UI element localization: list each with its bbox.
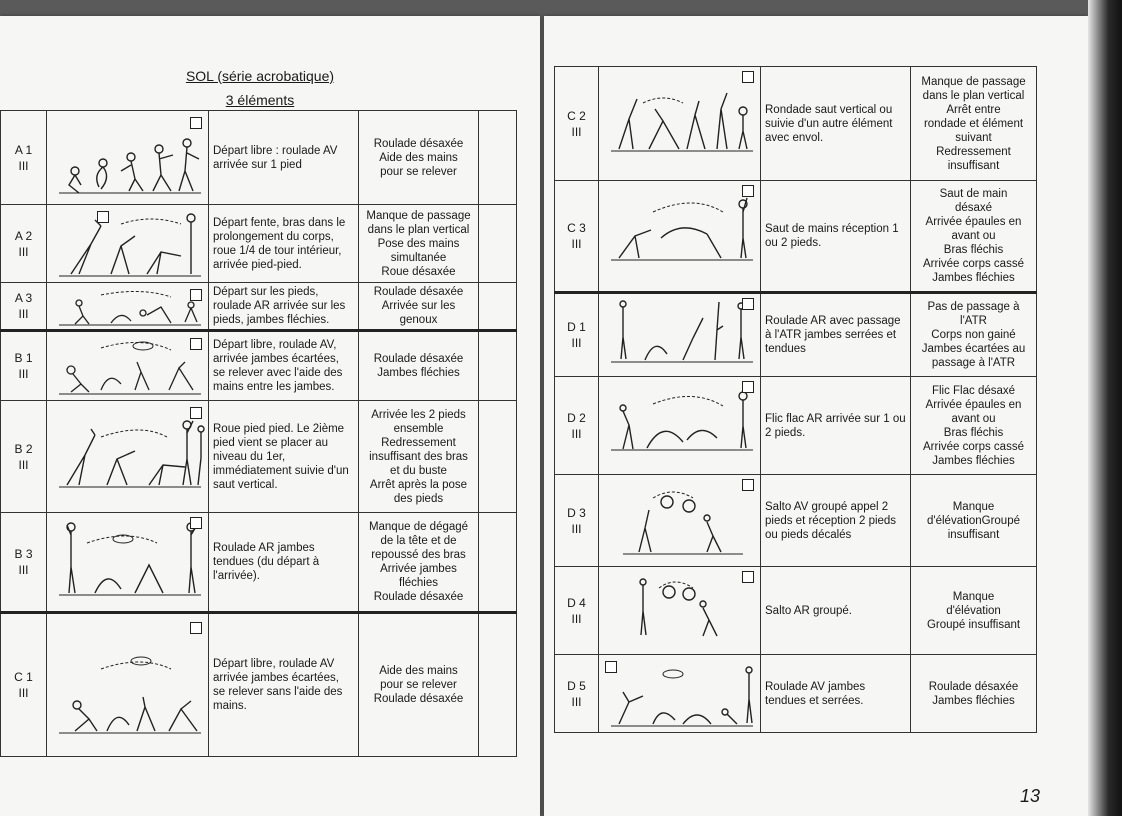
elements-table-right xyxy=(554,66,1037,733)
score-cell[interactable] xyxy=(479,111,517,205)
element-faults: Flic Flac désaxé Arrivée épaules en avant ou Bras fléchis Arrivée corps cassé Jambes fléchies xyxy=(911,377,1037,475)
element-description: Départ fente, bras dans le prolongement du corps, roue 1/4 de tour intérieur, arrivée pied-pied. xyxy=(209,205,359,283)
element-description: Départ sur les pieds, roulade AR arrivée sur les pieds, jambes fléchies. xyxy=(209,283,359,331)
gymnast-sketch xyxy=(603,182,761,290)
page-number: 13 xyxy=(1020,786,1041,806)
figure-illustration xyxy=(599,567,761,655)
figure-illustration xyxy=(47,613,209,757)
element-checkbox[interactable] xyxy=(190,407,202,419)
element-checkbox[interactable] xyxy=(190,622,202,634)
element-checkbox[interactable] xyxy=(190,117,202,129)
element-faults: Roulade désaxée Aide des mains pour se relever xyxy=(359,111,479,205)
table-row xyxy=(555,377,1037,475)
element-checkbox[interactable] xyxy=(742,71,754,83)
figure-illustration xyxy=(599,655,761,733)
figure-illustration xyxy=(599,377,761,475)
element-description: Flic flac AR arrivée sur 1 ou 2 pieds. xyxy=(761,377,911,475)
score-cell[interactable] xyxy=(479,613,517,757)
element-code: B 2 III xyxy=(1,401,47,513)
element-description: Roulade AR jambes tendues (du départ à l'arrivée). xyxy=(209,513,359,613)
table-row xyxy=(555,567,1037,655)
figure-illustration xyxy=(599,67,761,181)
table-row xyxy=(555,67,1037,181)
figure-illustration xyxy=(47,331,209,401)
element-description: Roulade AR avec passage à l'ATR jambes serrées et tendues xyxy=(761,293,911,377)
figure-illustration xyxy=(599,293,761,377)
gymnast-sketch xyxy=(603,656,761,732)
element-description: Départ libre, roulade AV, arrivée jambes écartées, se relever avec l'aide des mains entre les jambes. xyxy=(209,331,359,401)
element-faults: Manque d'élévationGroupé insuffisant xyxy=(911,475,1037,567)
gymnast-sketch xyxy=(51,513,209,611)
element-checkbox[interactable] xyxy=(605,661,617,673)
score-cell[interactable] xyxy=(479,401,517,513)
figure-illustration xyxy=(47,283,209,331)
right-page xyxy=(544,16,1088,816)
element-faults: Roulade désaxée Arrivée sur les genoux xyxy=(359,283,479,331)
element-description: Roue pied pied. Le 2ième pied vient se placer au niveau du 1er, immédiatement suivie d'un saut vertical. xyxy=(209,401,359,513)
gymnast-sketch xyxy=(603,476,761,566)
figure-illustration xyxy=(599,181,761,293)
gymnast-sketch xyxy=(603,294,761,376)
element-faults: Manque de passage dans le plan vertical Pose des mains simultanée Roue désaxée xyxy=(359,205,479,283)
table-row xyxy=(1,513,517,613)
page-subtitle: 3 éléments xyxy=(225,92,295,108)
table-row xyxy=(555,655,1037,733)
element-checkbox[interactable] xyxy=(190,517,202,529)
element-code: D 3 III xyxy=(555,475,599,567)
element-description: Départ libre, roulade AV arrivée jambes écartées, se relever sans l'aide des mains. xyxy=(209,613,359,757)
element-code: D 5 III xyxy=(555,655,599,733)
table-row xyxy=(1,283,517,331)
element-description: Salto AV groupé appel 2 pieds et réception 2 pieds ou pieds décalés xyxy=(761,475,911,567)
scanner-edge xyxy=(1088,0,1122,816)
element-faults: Manque de dégagé de la tête et de repoussé des bras Arrivée jambes fléchies Roulade désaxée xyxy=(359,513,479,613)
gymnast-sketch xyxy=(51,403,209,511)
gymnast-sketch xyxy=(51,332,209,400)
elements-table-left xyxy=(0,110,517,757)
table-row xyxy=(1,111,517,205)
element-code: A 1 III xyxy=(1,111,47,205)
element-code: A 3 III xyxy=(1,283,47,331)
element-description: Départ libre : roulade AV arrivée sur 1 pied xyxy=(209,111,359,205)
element-faults: Manque de passage dans le plan vertical Arrêt entre rondade et élément suivant Redressement insuffisant xyxy=(911,67,1037,181)
left-page xyxy=(0,16,540,816)
element-checkbox[interactable] xyxy=(742,298,754,310)
figure-illustration xyxy=(47,205,209,283)
gymnast-sketch xyxy=(603,69,761,179)
figure-illustration xyxy=(47,513,209,613)
element-code: D 2 III xyxy=(555,377,599,475)
figure-illustration xyxy=(47,111,209,205)
element-code: C 3 III xyxy=(555,181,599,293)
figure-illustration xyxy=(47,401,209,513)
gymnast-sketch xyxy=(51,206,209,282)
table-row xyxy=(1,205,517,283)
gymnast-sketch xyxy=(603,378,761,474)
element-checkbox[interactable] xyxy=(742,571,754,583)
gymnast-sketch xyxy=(51,283,209,329)
gymnast-sketch xyxy=(51,113,209,203)
table-row xyxy=(1,331,517,401)
element-checkbox[interactable] xyxy=(742,381,754,393)
element-faults: Arrivée les 2 pieds ensemble Redressement insuffisant des bras et du buste Arrêt après la pose des pieds xyxy=(359,401,479,513)
table-row xyxy=(1,401,517,513)
element-checkbox[interactable] xyxy=(742,185,754,197)
table-row xyxy=(1,613,517,757)
score-cell[interactable] xyxy=(479,205,517,283)
element-description: Rondade saut vertical ou suivie d'un autre élément avec envol. xyxy=(761,67,911,181)
table-row xyxy=(555,475,1037,567)
element-code: B 1 III xyxy=(1,331,47,401)
element-checkbox[interactable] xyxy=(190,338,202,350)
table-row xyxy=(555,293,1037,377)
table-row xyxy=(555,181,1037,293)
page-title: SOL (série acrobatique) xyxy=(185,68,335,84)
element-faults: Roulade désaxée Jambes fléchies xyxy=(359,331,479,401)
element-code: C 2 III xyxy=(555,67,599,181)
element-code: C 1 III xyxy=(1,613,47,757)
element-description: Salto AR groupé. xyxy=(761,567,911,655)
element-faults: Aide des mains pour se relever Roulade désaxée xyxy=(359,613,479,757)
element-faults: Manque d'élévation Groupé insuffisant xyxy=(911,567,1037,655)
score-cell[interactable] xyxy=(479,513,517,613)
element-checkbox[interactable] xyxy=(742,479,754,491)
score-cell[interactable] xyxy=(479,283,517,331)
gymnast-sketch xyxy=(51,615,209,755)
element-code: D 1 III xyxy=(555,293,599,377)
score-cell[interactable] xyxy=(479,331,517,401)
element-code: A 2 III xyxy=(1,205,47,283)
element-description: Roulade AV jambes tendues et serrées. xyxy=(761,655,911,733)
element-faults: Roulade désaxée Jambes fléchies xyxy=(911,655,1037,733)
element-faults: Saut de main désaxé Arrivée épaules en avant ou Bras fléchis Arrivée corps cassé Jambes fléchies xyxy=(911,181,1037,293)
element-description: Saut de mains réception 1 ou 2 pieds. xyxy=(761,181,911,293)
element-checkbox[interactable] xyxy=(97,211,109,223)
element-checkbox[interactable] xyxy=(190,289,202,301)
element-code: B 3 III xyxy=(1,513,47,613)
figure-illustration xyxy=(599,475,761,567)
element-code: D 4 III xyxy=(555,567,599,655)
gymnast-sketch xyxy=(603,568,761,654)
element-faults: Pas de passage à l'ATR Corps non gainé Jambes écartées au passage à l'ATR xyxy=(911,293,1037,377)
